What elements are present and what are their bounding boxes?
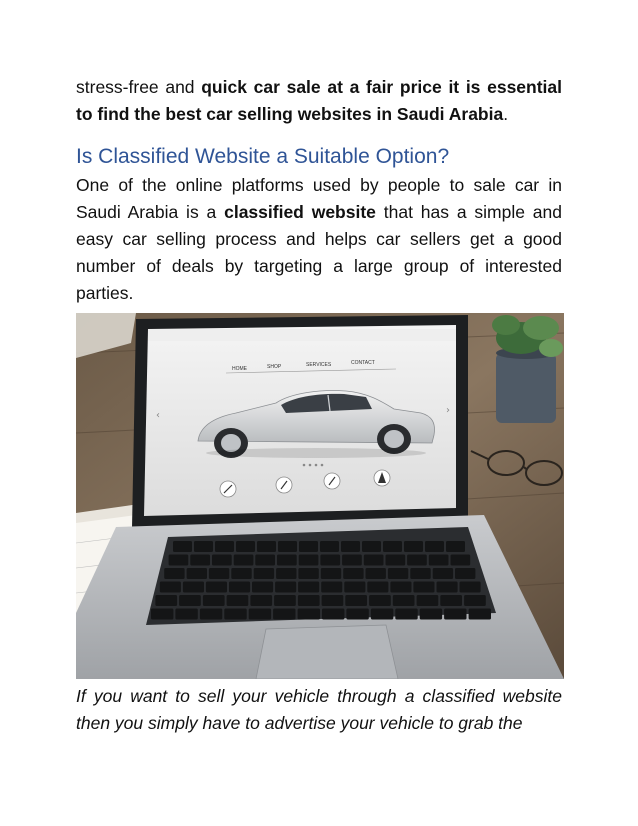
keyboard-key [278, 541, 297, 552]
keyboard-key [322, 609, 344, 620]
advertise-italic-text: sell your vehicle through a classified website [198, 686, 562, 706]
keyboard-key [257, 541, 276, 552]
keyboard-key [388, 568, 408, 579]
keyboard-key [298, 609, 320, 620]
keyboard-key [231, 568, 251, 579]
keyboard-key [250, 595, 272, 606]
laptop-car-website-photo [76, 313, 564, 679]
keyboard-key [252, 582, 273, 593]
keyboard-key [410, 568, 430, 579]
keyboard-key [194, 541, 213, 552]
keyboard-key [420, 609, 442, 620]
trackpad [256, 625, 398, 679]
keyboard-key [299, 541, 318, 552]
nav-item: CONTACT [351, 360, 375, 366]
keyboard-key [215, 541, 234, 552]
keyboard-key [200, 609, 222, 620]
classified-end-text: that has a simple and easy car selling process and helps car sellers get a good number of deals by targeting a large group of interested parties. [76, 202, 562, 303]
intro-bold-text: quick car sale at a fair price it is essential to find the best car selling websites in Saudi Arabia [76, 77, 563, 124]
keyboard-key [299, 555, 319, 566]
keyboard-key [364, 555, 384, 566]
keyboard-key [469, 609, 491, 620]
keyboard-key [183, 582, 204, 593]
keyboard-key [446, 541, 465, 552]
section-heading: Is Classified Website a Suitable Option? [76, 145, 450, 168]
classified-start-text: One of the online platforms used by people to sale car in Saudi Arabia is a [76, 175, 562, 222]
keyboard-key [413, 582, 434, 593]
keyboard-key [298, 582, 319, 593]
keyboard-key [322, 595, 344, 606]
keyboard-key [451, 555, 471, 566]
keyboard-key [151, 609, 173, 620]
keyboard-key [433, 568, 453, 579]
keyboard-key [393, 595, 415, 606]
keyboard-key [298, 595, 320, 606]
keyboard-key [275, 582, 296, 593]
paragraph-classified [76, 172, 562, 307]
keyboard-key [429, 555, 449, 566]
keyboard-key [407, 555, 427, 566]
keyboard-key [390, 582, 411, 593]
keyboard-key [274, 595, 296, 606]
keyboard-key [440, 595, 462, 606]
keyboard-key [341, 541, 360, 552]
keyboard-key [425, 541, 444, 552]
keyboard-key [367, 582, 388, 593]
keyboard-key [203, 595, 225, 606]
keyboard-key [437, 582, 458, 593]
keyboard-key [320, 555, 340, 566]
keyboard-key [273, 609, 295, 620]
keyboard-key [371, 609, 393, 620]
intro-end-text: . [503, 104, 509, 124]
keyboard-key [386, 555, 406, 566]
keyboard-key [227, 595, 249, 606]
keyboard-key [345, 595, 367, 606]
keyboard-key [187, 568, 207, 579]
keyboard-key [190, 555, 210, 566]
keyboard-key [212, 555, 232, 566]
keyboard-key [369, 595, 391, 606]
nav-item: HOME [232, 366, 247, 372]
keyboard-key [229, 582, 250, 593]
keyboard-key [164, 568, 184, 579]
nav-item: SHOP [267, 364, 282, 370]
keyboard-key [342, 555, 362, 566]
keyboard-key [155, 595, 177, 606]
potted-plant [492, 315, 563, 423]
keyboard-key [173, 541, 192, 552]
advertise-end-text: then you simply have to advertise your vehicle to grab the [76, 713, 523, 733]
keyboard-key [234, 555, 254, 566]
nav-item: SERVICES [306, 362, 332, 368]
keyboard-key [277, 555, 297, 566]
keyboard-key [395, 609, 417, 620]
paragraph-intro [76, 74, 562, 128]
keyboard-key [346, 609, 368, 620]
keyboard-key [321, 568, 341, 579]
intro-plain-text: stress-free and [76, 77, 202, 97]
keyboard-key [160, 582, 181, 593]
keyboard-key [179, 595, 201, 606]
keyboard-key [460, 582, 481, 593]
keyboard-key [417, 595, 439, 606]
paragraph-advertise [76, 683, 562, 737]
advertise-start-text: If you want to [76, 686, 199, 706]
keyboard-key [455, 568, 475, 579]
keyboard-key [344, 582, 365, 593]
keyboard-key [362, 541, 381, 552]
keyboard-key [276, 568, 296, 579]
keyboard-key [254, 568, 274, 579]
keyboard-key [444, 609, 466, 620]
keyboard-key [366, 568, 386, 579]
slider-prev-icon: ‹ [156, 410, 160, 421]
keyboard-key [383, 541, 402, 552]
keyboard-key [224, 609, 246, 620]
keyboard-key [464, 595, 486, 606]
keyboard-key [343, 568, 363, 579]
keyboard-key [206, 582, 227, 593]
keyboard-key [404, 541, 423, 552]
keyboard-key [321, 582, 342, 593]
keyboard-key [255, 555, 275, 566]
keyboard-key [249, 609, 271, 620]
keyboard-key [320, 541, 339, 552]
keyboard-key [236, 541, 255, 552]
classified-bold-text: classified website [224, 202, 376, 222]
slider-next-icon: › [446, 405, 450, 416]
keyboard-key [175, 609, 197, 620]
keyboard-key [209, 568, 229, 579]
keyboard-key [298, 568, 318, 579]
keyboard-key [169, 555, 189, 566]
